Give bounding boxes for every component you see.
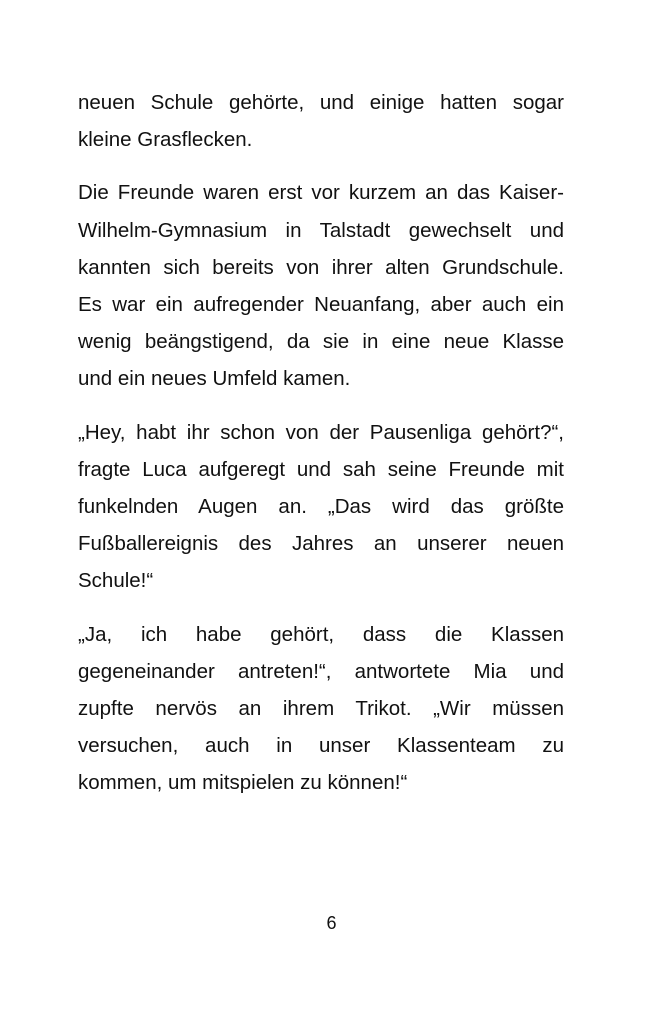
text-line: Wilhelm-Gymnasium in Talstadt gewechselt und	[78, 218, 564, 242]
text-line: gegeneinander antreten!“, antwortete Mia und	[78, 659, 564, 683]
paragraph-2	[78, 174, 564, 397]
text-line: fragte Luca aufgeregt und sah seine Freunde mit	[78, 457, 564, 481]
text-line: und ein neues Umfeld kamen.	[78, 367, 351, 391]
paragraph-3	[78, 414, 564, 600]
page-body	[78, 84, 564, 818]
text-line: Schule!“	[78, 569, 154, 593]
text-line: Fußballereignis des Jahres an unserer neuen	[78, 532, 564, 556]
text-line: kannten sich bereits von ihrer alten Grundschule.	[78, 255, 564, 279]
text-line: „Hey, habt ihr schon von der Pausenliga gehört?“,	[78, 420, 564, 444]
paragraph-4	[78, 616, 564, 802]
text-line: versuchen, auch in unser Klassenteam zu	[78, 734, 564, 758]
text-line: zupfte nervös an ihrem Trikot. „Wir müssen	[78, 697, 564, 721]
text-line: wenig beängstigend, da sie in eine neue Klasse	[78, 330, 564, 354]
text-line: kommen, um mitspielen zu können!“	[78, 771, 408, 795]
text-line: Die Freunde waren erst vor kurzem an das Kaiser-	[78, 181, 564, 205]
text-line: neuen Schule gehörte, und einige hatten sogar	[78, 91, 564, 114]
text-line: Es war ein aufregender Neuanfang, aber auch ein	[78, 293, 564, 317]
text-line: „Ja, ich habe gehört, dass die Klassen	[78, 622, 564, 646]
text-line: funkelnden Augen an. „Das wird das größte	[78, 495, 564, 519]
text-line: kleine Grasflecken.	[78, 128, 253, 152]
paragraph-1	[78, 84, 564, 158]
page-number: 6	[326, 913, 337, 933]
